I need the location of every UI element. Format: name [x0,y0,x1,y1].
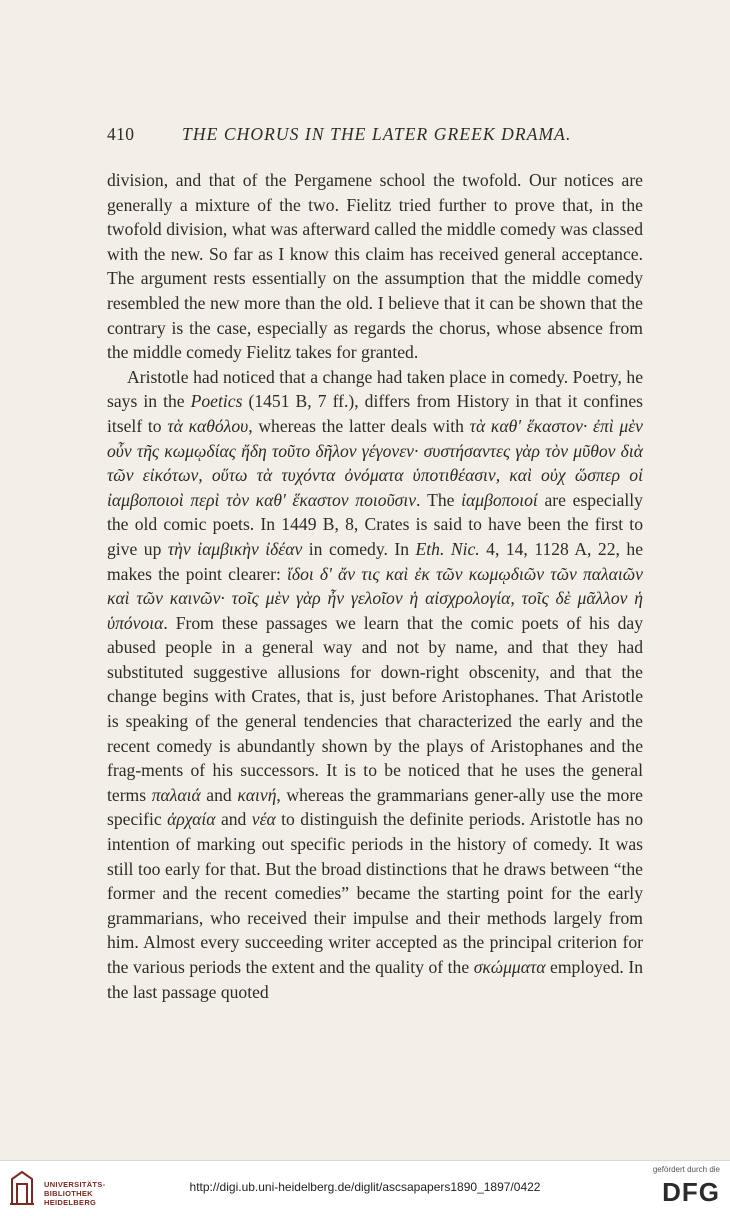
text-run: Aristotle had noticed that a change had taken place in comedy. Poetry, he says in the [107,366,643,412]
italic-text: καινή [237,784,277,805]
text-run: are especially the old comic poets. In 1449 B, 8, Crates is said to have been the first to give up [107,489,643,559]
italic-text: τὰ καθόλου [167,415,249,436]
logo-text-line: BIBLIOTHEK [44,1189,93,1198]
text-run: . The [416,489,462,510]
text-run: to distinguish the definite periods. Aristotle has no intention of marking out specific periods in the history of comedy. It was still too early for that. But the broad distinctions that he draws between “the former and the recent comedies” became the starting point for the early grammarians, who received their impulse and their methods largely from him. Almost every succeeding writer accepted as the principal criterion for the various periods the extent and the quality of the [107,809,644,977]
italic-text: ἀρχαία [167,809,216,830]
text-run: employed. In the last passage quoted [107,957,643,1002]
text-run: and [215,809,252,830]
paragraph [107,365,643,1004]
text-run: and [200,784,238,805]
running-title: THE CHORUS IN THE LATER GREEK DRAMA. [182,124,572,144]
page-number: 410 [107,124,135,144]
italic-text: σκώμματα [473,957,546,977]
text-run: (1451 B, 7 ff.), differs from History in that it confines itself to [107,391,643,436]
text-run: division, and that of the Pergamene school the twofold. Our notices are generally a mixture of the two. Fielitz tried further to prove that, in the twofold division, what was afterward called the middle comedy was classed with the new. So far as I know this claim has received general acceptance. The argument rests essentially on the assumption that the middle comedy resembled the new more than the old. I believe that it can be shown that the contrary is the case, especially as regards the chorus, whose absence from the middle comedy Fielitz takes for granted. [107,170,643,363]
dfg-logo[interactable]: DFG [662,1177,720,1207]
italic-text: παλαιά [151,784,201,805]
italic-text: τὴν ἰαμβικὴν ἰδέαν [167,538,303,559]
italic-text: Poetics [190,391,243,412]
italic-text: τὰ καθ' ἕκαστον· ἐπὶ μὲν οὖν τῆς κωμῳδίας ἤδη τοῦτο δῆλον γέγονεν· συστήσαντες γὰρ τὸν μῦθον διὰ τῶν εἰκότων, οὕτω τὰ τυχόντα ὀνόματα ὑποτιθέασιν, καὶ οὐχ ὥσπερ οἱ ἰαμβοποιοὶ περὶ τὸν καθ' ἕκαστον ποιοῦσιν [107,415,643,510]
source-url-link[interactable]: http://digi.ub.uni-heidelberg.de/diglit/ascsapapers1890_1897/0422 [189,1180,541,1194]
logo-text-line: UNIVERSITÄTS- [44,1180,106,1189]
text-run: in comedy. In [302,538,416,559]
footer-bar [0,1160,730,1216]
text-run: 4, 14, 1128 A, 22, he makes the point clearer: [107,538,644,584]
logo-text-line: HEIDELBERG [44,1198,97,1207]
italic-text: νέα [251,809,276,830]
italic-text: Eth. Nic. [415,538,480,559]
text-run: . From these passages we learn that the comic poets of his day abused people in a general way and not by name, and that they had substituted suggestive allusions for down-right obscenity, and that the change begins with Crates, that is, just before Aristophanes. That Aristotle is speaking of the general tendencies that characterized the early and the recent comedy is abundantly shown by the plays of Aristophanes and the frag-ments of his successors. It is to be noticed that he uses the general terms [107,612,643,805]
body-text [107,168,643,1004]
paragraph [107,168,643,365]
funding-caption: gefördert durch die [652,1165,720,1174]
italic-text: ἰαμβοποιοί [461,489,538,510]
text-run: , whereas the grammarians gener-ally use the more specific [107,784,643,830]
italic-text: ἴδοι δ' ἄν τις καὶ ἐκ τῶν κωμῳδιῶν τῶν παλαιῶν καὶ τῶν καινῶν· τοῖς μὲν γὰρ ἦν γελοῖον ἡ αἰσχρολογία, τοῖς δὲ μᾶλλον ἡ ὑπόνοια [107,563,643,633]
text-run: , whereas the latter deals with [248,415,470,436]
